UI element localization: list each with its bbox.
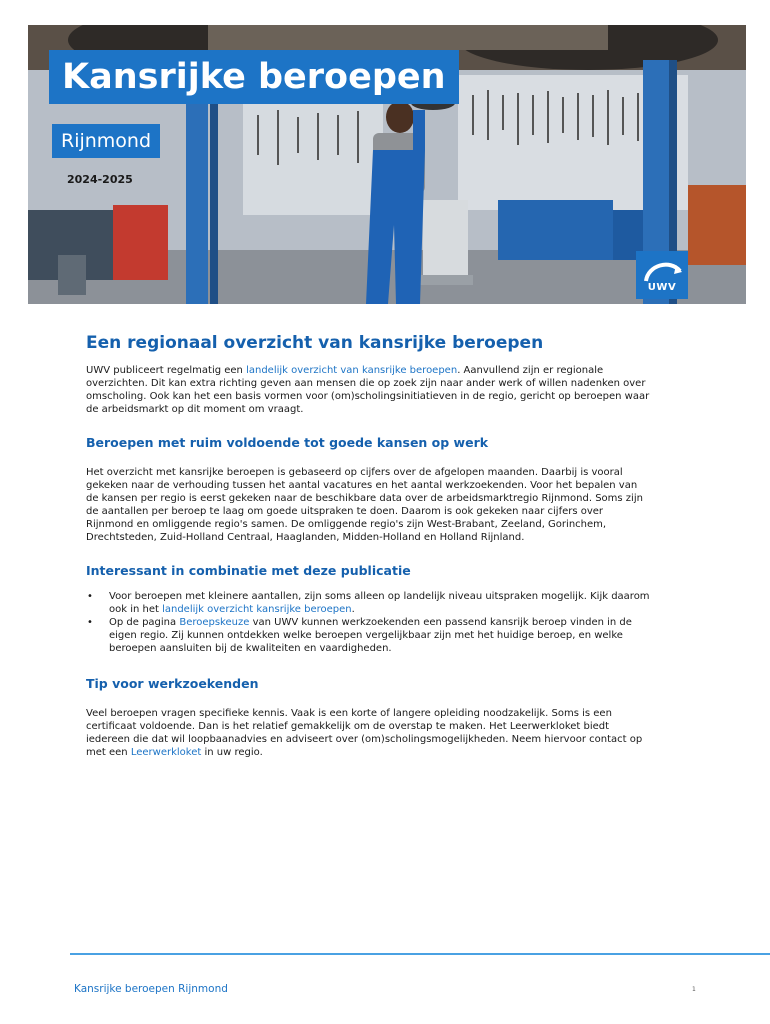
section-heading-overview: Een regionaal overzicht van kansrijke beroepen bbox=[86, 333, 544, 353]
link-leerwerkloket[interactable]: Leerwerkloket bbox=[130, 747, 202, 758]
page-title: Kansrijke beroepen bbox=[49, 50, 459, 104]
intro-text-post: . Aanvullend zijn er regionale overzichten. Dit kan extra richting geven aan mensen die op zoek zijn naar ander werk of willen nadenken over omscholing. Ook kan het een basis vormen voor (om)scholingsinitiatieven in de regio, gericht op beroepen waar de arbeidsmarkt op dit moment om vraagt. bbox=[86, 365, 650, 415]
bullet-icon: • bbox=[87, 617, 93, 628]
region-label: Rijnmond bbox=[52, 124, 160, 158]
section-heading-combinatie: Interessant in combinatie met deze publicatie bbox=[86, 563, 411, 578]
footer-divider bbox=[70, 953, 770, 955]
intro-paragraph bbox=[86, 364, 652, 416]
list-item bbox=[86, 616, 652, 655]
link-landelijk-overzicht-kansrijke[interactable]: landelijk overzicht kansrijke beroepen bbox=[162, 604, 352, 615]
bullet-icon: • bbox=[87, 591, 93, 602]
main-content bbox=[86, 330, 652, 759]
bullet1-text-pre: Voor beroepen met kleinere aantallen, zijn soms alleen op landelijk niveau uitspraken mogelijk. Kijk daarom ook in het bbox=[109, 591, 650, 615]
logo-text: UWV bbox=[647, 282, 677, 293]
section-heading-tip: Tip voor werkzoekenden bbox=[86, 676, 259, 691]
list-item bbox=[86, 590, 652, 616]
uwv-logo bbox=[636, 251, 688, 299]
year-label: 2024-2025 bbox=[67, 173, 133, 186]
link-beroepskeuze[interactable]: Beroepskeuze bbox=[179, 617, 250, 628]
tip-text-pre: Veel beroepen vragen specifieke kennis. Vaak is een korte of langere opleiding noodzakelijk. Soms is een certificaat voldoende. Dan is het relatief gemakkelijk om de overstap te maken. Het Leerwerkloket biedt iedereen die dat wil loopbaanadvies en adviseert over (om)scholingsmogelijkheden. Neem hiervoor contact op met een bbox=[86, 708, 643, 758]
bullet1-text-post: . bbox=[351, 604, 355, 615]
intro-text-pre: UWV publiceert regelmatig een bbox=[86, 365, 247, 376]
kansen-paragraph: Het overzicht met kansrijke beroepen is gebaseerd op cijfers over de afgelopen maanden. Daarbij is vooral gekeken naar de verhouding tussen het aantal vacatures en het aantal werkzoekenden. Voor het bepalen van de kansen per regio is eerst gekeken naar de beschikbare data over de arbeidsmarktregio Rijnmond. Soms zijn de aantallen per beroep te laag om goede uitspraken te doen. Daarom is ook gekeken naar cijfers over Rijnmond en omliggende regio's samen. De omliggende regio's zijn West-Brabant, Zeeland, Gorinchem, Drechtsteden, Zuid-Holland Centraal, Haaglanden, Midden-Holland en Holland Rijnland. bbox=[86, 467, 643, 543]
tip-text-post: in uw regio. bbox=[201, 747, 263, 758]
tip-paragraph bbox=[86, 707, 652, 759]
footer-title: Kansrijke beroepen Rijnmond bbox=[74, 983, 228, 995]
section-heading-kansen: Beroepen met ruim voldoende tot goede kansen op werk bbox=[86, 435, 489, 450]
combinatie-list bbox=[86, 590, 652, 655]
bullet2-text-post: van UWV kunnen werkzoekenden een passend kansrijk beroep vinden in de eigen regio. Zij kunnen ontdekken welke beroepen vergelijkbaar zijn met het huidige beroep, en welke beroepen aansluiten bij de kwaliteiten en vaardigheden. bbox=[109, 617, 632, 654]
page-number: 1 bbox=[692, 986, 696, 993]
bullet2-text-pre: Op de pagina bbox=[109, 617, 180, 628]
link-landelijk-overzicht[interactable]: landelijk overzicht van kansrijke beroepen bbox=[246, 365, 458, 376]
